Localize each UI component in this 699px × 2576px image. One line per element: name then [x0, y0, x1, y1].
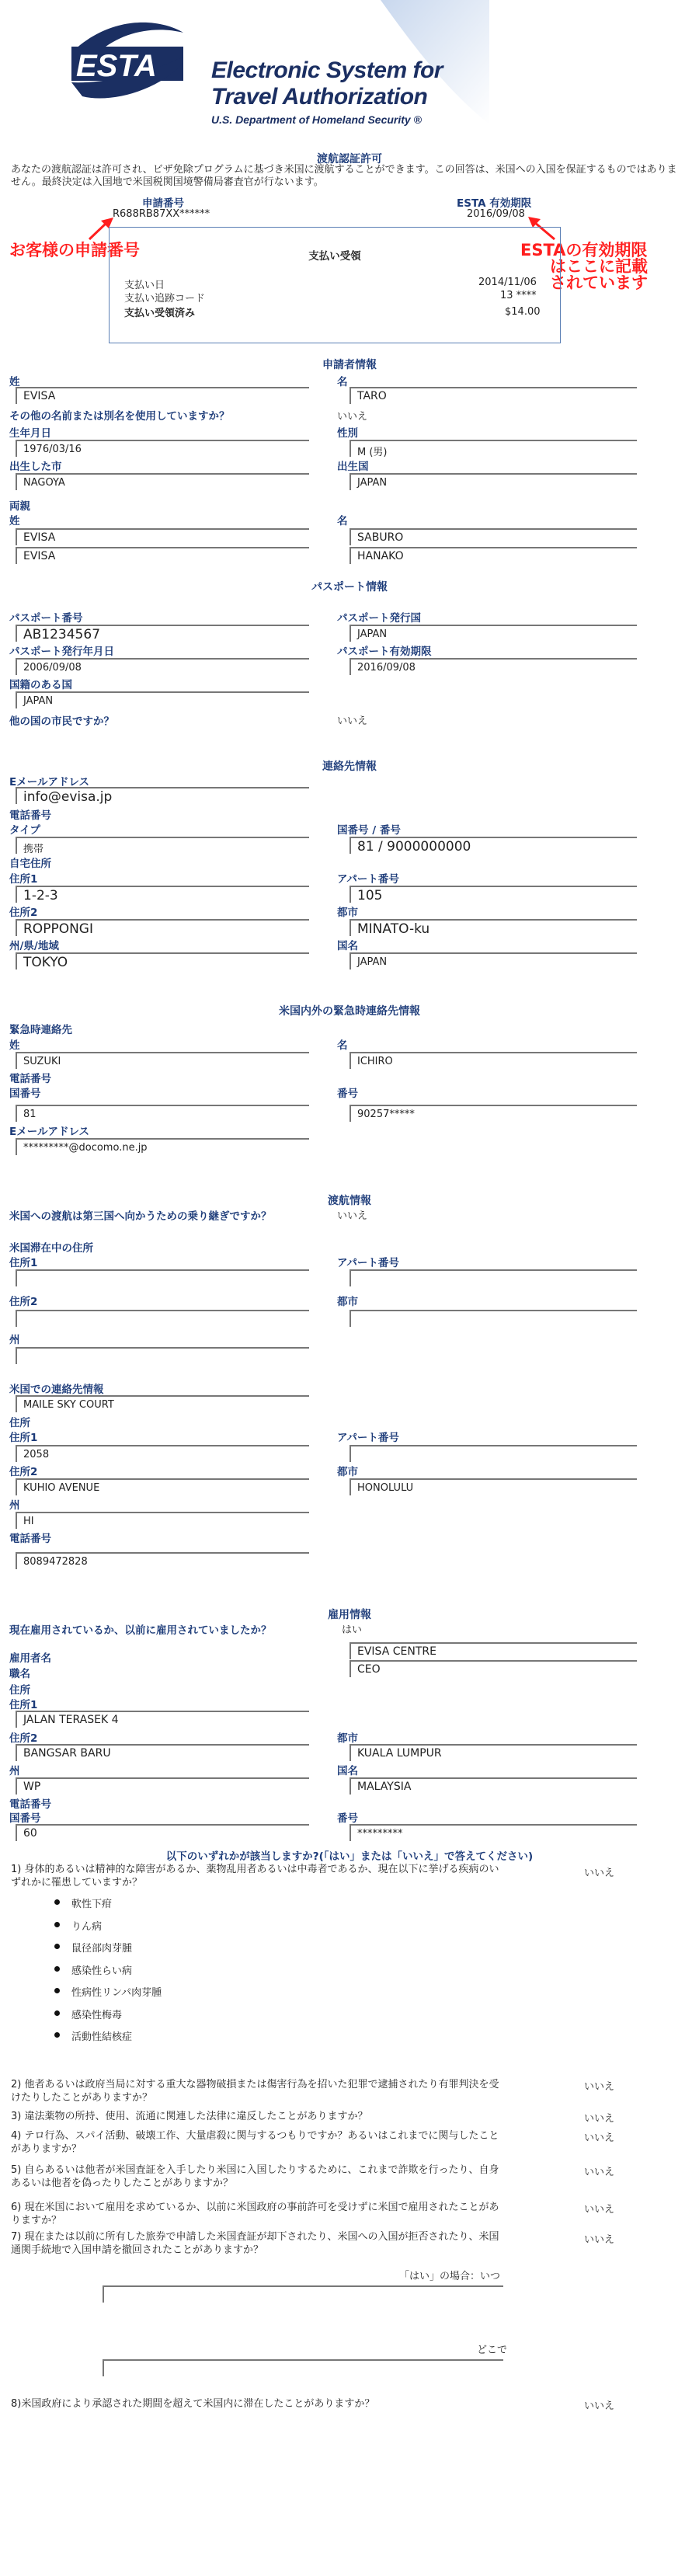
emergency-email-field: *********@docomo.ne.jp [16, 1138, 309, 1155]
disease-item: 軟性下疳 [71, 1895, 112, 1910]
us-contact-phone-field: 8089472828 [16, 1552, 309, 1569]
home-city-label: 都市 [337, 907, 358, 919]
answer-2: いいえ [584, 2081, 615, 2093]
question-3: 3) 違法薬物の所持、使用、流通に関連した法律に違反したことがありますか？ [11, 2111, 368, 2122]
question-2: 2) 他者あるいは政府当局に対する重大な器物破損または傷害行為を招いた犯罪で逮捕されたり有罪判決を受けたりしたことがありますか？ [11, 2079, 499, 2104]
home-country-label: 国名 [337, 940, 358, 952]
us-addr1-field [16, 1269, 309, 1286]
answer-4: いいえ [584, 2132, 615, 2144]
payment-amount-label: 支払い受領済み [124, 308, 196, 319]
question-6: 6) 現在米国において雇用を求めているか、以前に米国政府の事前許可を受けずに米国で雇用されたことがありますか？ [11, 2202, 499, 2226]
expiry-annotation-2: はここに記載 [550, 257, 648, 276]
logo-title-line2: Travel Authorization [211, 84, 428, 110]
us-address-label: 米国滞在中の住所 [9, 1242, 93, 1255]
auth-title: 渡航認証許可 [317, 153, 382, 165]
passport-issue-field: 2006/09/08 [16, 658, 309, 675]
sex-label: 性別 [337, 427, 358, 440]
answer-8: いいえ [584, 2400, 615, 2412]
us-contact-addr1-field: 2058 [16, 1445, 309, 1462]
expiry-label: ESTA 有効期限 [457, 197, 532, 210]
alias-value: いいえ [337, 411, 368, 423]
answer-1: いいえ [584, 1868, 615, 1879]
passport-expiry-label: パスポート有効期限 [337, 646, 432, 658]
employment-state-label: 州 [9, 1765, 20, 1777]
other-citizen-value: いいえ [337, 715, 368, 727]
employment-addr2-field: BANGSAR BARU [16, 1744, 309, 1761]
emergency-no-field: 90257***** [350, 1105, 637, 1122]
logo-agency: U.S. Department of Homeland Security ® [211, 113, 422, 126]
employed-label: 現在雇用されているか、以前に雇用されていましたか？ [9, 1624, 272, 1637]
us-contact-city-label: 都市 [337, 1466, 358, 1478]
parents-label: 両親 [9, 500, 30, 513]
us-contact-apt-field [350, 1445, 637, 1462]
father-last-field: EVISA [16, 528, 309, 545]
passport-expiry-field: 2016/09/08 [350, 658, 637, 675]
payment-code-label: 支払い追跡コード [124, 293, 206, 305]
emergency-title: 米国内外の緊急時連絡先情報 [279, 1005, 420, 1018]
home-state-label: 州/県/地域 [9, 940, 59, 952]
expiry-annotation-1: ESTAの有効期限 [520, 241, 648, 259]
payment-date-label: 支払い日 [124, 280, 165, 291]
us-contact-addr2-label: 住所2 [9, 1466, 38, 1478]
home-country-field: JAPAN [350, 952, 637, 969]
passport-country-field: JAPAN [350, 625, 637, 642]
us-contact-addr1-label: 住所1 [9, 1432, 38, 1444]
employment-phone-label: 電話番号 [9, 1798, 51, 1811]
when-label: 「はい」の場合：いつ [399, 2271, 501, 2282]
answer-7: いいえ [584, 2234, 615, 2246]
logo-title-line1: Electronic System for [211, 57, 443, 83]
employment-country-field: MALAYSIA [350, 1777, 637, 1794]
employment-no-field: ********* [350, 1824, 637, 1841]
employment-title: 雇用情報 [328, 1609, 371, 1621]
passport-no-field: AB1234567 [16, 625, 309, 642]
other-citizen-label: 他の国の市民ですか？ [9, 715, 114, 728]
mother-first-field: HANAKO [350, 547, 637, 564]
dob-field: 1976/03/16 [16, 440, 309, 457]
us-apt-label: アパート番号 [337, 1257, 399, 1269]
contact-title: 連絡先情報 [322, 761, 377, 773]
phone-cc-field: 81 / 9000000000 [350, 837, 637, 854]
passport-country-label: パスポート発行国 [337, 612, 421, 625]
parent-first-label: 名 [337, 515, 348, 527]
applicant-first-field: TARO [350, 387, 637, 404]
birth-city-field: NAGOYA [16, 473, 309, 490]
mother-last-field: EVISA [16, 547, 309, 564]
home-state-field: TOKYO [16, 952, 309, 969]
employment-country-label: 国名 [337, 1765, 358, 1777]
us-addr2-field [16, 1310, 309, 1327]
us-state-label: 州 [9, 1334, 20, 1346]
employment-cc-label: 国番号 [9, 1812, 41, 1825]
payment-title: 支払い受領 [308, 250, 361, 263]
applicant-last-field: EVISA [16, 387, 309, 404]
dob-label: 生年月日 [9, 427, 51, 440]
sex-field: M (男) [350, 440, 637, 457]
passport-title: パスポート情報 [311, 581, 388, 594]
transit-value: いいえ [337, 1210, 368, 1222]
transit-label: 米国への渡航は第三国へ向かうための乗り継ぎですか？ [9, 1210, 272, 1223]
question-4: 4) テロ行為、スパイ活動、破壊工作、大量虐殺に関与するつもりですか？あるいはこれまでに関与したことがありますか？ [11, 2130, 499, 2155]
home-apt-label: アパート番号 [337, 873, 399, 886]
employment-city-label: 都市 [337, 1732, 358, 1745]
passport-issue-label: パスポート発行年月日 [9, 646, 114, 658]
us-contact-state-label: 州 [9, 1499, 20, 1512]
us-state-field [16, 1347, 309, 1364]
expiry-annotation-3: されています [550, 273, 648, 292]
emergency-last-field: SUZUKI [16, 1052, 309, 1069]
alias-label: その他の名前または別名を使用していますか？ [9, 410, 230, 423]
emergency-email-label: Eメールアドレス [9, 1126, 90, 1138]
question-8: 8)米国政府により承認された期間を超えて米国内に滞在したことがありますか？ [11, 2398, 375, 2410]
employment-state-field: WP [16, 1777, 309, 1794]
us-contact-city-field: HONOLULU [350, 1478, 637, 1495]
nationality-field: JAPAN [16, 691, 309, 708]
disease-item: 鼠径部肉芽腫 [71, 1940, 132, 1955]
emergency-first-label: 名 [337, 1039, 348, 1052]
phone-type-field: 携帯 [16, 837, 309, 854]
question-1: 1) 身体的あるいは精神的な障害があるか、薬物乱用者あるいは中毒者であるか、現在以下に挙げる疾病のいずれかに罹患していますか？ [11, 1864, 499, 1888]
employer-label: 雇用者名 [9, 1652, 51, 1665]
esta-logo-text: ESTA [76, 49, 157, 83]
payment-date-value: 2014/11/06 [478, 277, 537, 288]
esta-badge [67, 19, 183, 112]
email-label: Eメールアドレス [9, 776, 90, 788]
us-contact-label: 米国での連絡先情報 [9, 1384, 104, 1396]
emergency-cc-field: 81 [16, 1105, 309, 1122]
birth-country-label: 出生国 [337, 461, 369, 473]
nationality-label: 国籍のある国 [9, 679, 72, 691]
applicant-title: 申請者情報 [322, 359, 377, 371]
app-no-value: R688RB87XX****** [113, 208, 210, 220]
employment-addr2-label: 住所2 [9, 1732, 38, 1745]
header [0, 0, 699, 128]
auth-description: あなたの渡航認証は許可され、ビザ免除プログラムに基づき米国に渡航することができます。この回答は、米国への入国を保証するものではありません。最終決定は入国地で米国税関国境警備局審査官が行ないます。 [11, 164, 677, 188]
employment-no-label: 番号 [337, 1812, 358, 1825]
disease-item: 感染性らい病 [71, 1962, 132, 1977]
birth-city-label: 出生した市 [9, 461, 62, 473]
app-no-annotation: お客様の申請番号 [9, 241, 140, 259]
answer-5: いいえ [584, 2167, 615, 2178]
us-contact-phone-label: 電話番号 [9, 1533, 51, 1545]
home-city-field: MINATO-ku [350, 919, 637, 936]
eligibility-title: 以下のいずれかが該当しますか?(「はい」または「いいえ」で答えてください) [165, 1850, 534, 1863]
when-field [103, 2285, 503, 2303]
disease-item: 活動性結核症 [71, 2028, 132, 2043]
employed-value: はい [342, 1624, 363, 1636]
us-contact-apt-label: アパート番号 [337, 1432, 399, 1444]
contact-phone-label: 電話番号 [9, 809, 51, 822]
emergency-cc-label: 国番号 [9, 1088, 41, 1100]
answer-6: いいえ [584, 2204, 615, 2216]
home-addr1-field: 1-2-3 [16, 886, 309, 903]
question-5: 5) 自らあるいは他者が米国査証を入手したり米国に入国したりするために、これまで詐欺を行ったり、自身あるいは他者を偽ったりしたことがありますか？ [11, 2164, 499, 2189]
expiry-value: 2016/09/08 [467, 208, 525, 220]
employment-city-field: KUALA LUMPUR [350, 1744, 637, 1761]
disease-item: 感染性梅毒 [71, 2007, 122, 2021]
us-apt-field [350, 1269, 637, 1286]
emergency-no-label: 番号 [337, 1088, 358, 1100]
employment-addr1-label: 住所1 [9, 1699, 38, 1711]
payment-amount-value: $14.00 [505, 306, 541, 318]
where-field [103, 2359, 503, 2376]
travel-title: 渡航情報 [328, 1195, 371, 1207]
emergency-phone-label: 電話番号 [9, 1073, 51, 1085]
email-field: info@evisa.jp [16, 787, 309, 804]
app-no-label: 申請番号 [142, 197, 184, 210]
applicant-last-label: 姓 [9, 376, 20, 388]
us-contact-addr2-field: KUHIO AVENUE [16, 1478, 309, 1495]
home-addr2-field: ROPPONGI [16, 919, 309, 936]
position-field: CEO [350, 1660, 637, 1677]
employment-cc-field: 60 [16, 1824, 309, 1841]
us-contact-state-field: HI [16, 1512, 309, 1529]
payment-code-value: 13 **** [500, 290, 537, 301]
disease-item: りん病 [71, 1918, 102, 1933]
father-first-field: SABURO [350, 528, 637, 545]
parent-last-label: 姓 [9, 515, 20, 527]
employment-addr-label: 住所 [9, 1684, 30, 1697]
us-contact-name-field: MAILE SKY COURT [16, 1395, 309, 1412]
position-label: 職名 [9, 1668, 30, 1680]
us-contact-addr-label: 住所 [9, 1417, 30, 1429]
home-address-label: 自宅住所 [9, 858, 51, 870]
home-addr1-label: 住所1 [9, 873, 38, 886]
us-addr1-label: 住所1 [9, 1257, 38, 1269]
applicant-first-label: 名 [337, 376, 348, 388]
employment-addr1-field: JALAN TERASEK 4 [16, 1711, 309, 1728]
emergency-first-field: ICHIRO [350, 1052, 637, 1069]
phone-type-label: タイプ [9, 824, 40, 837]
where-label: どこで [477, 2345, 508, 2356]
emergency-last-label: 姓 [9, 1039, 20, 1052]
us-city-field [350, 1310, 637, 1327]
home-addr2-label: 住所2 [9, 907, 38, 919]
employer-field: EVISA CENTRE [350, 1642, 637, 1659]
passport-no-label: パスポート番号 [9, 612, 83, 625]
emergency-header-label: 緊急時連絡先 [9, 1024, 72, 1036]
esta-logo [67, 19, 443, 126]
disease-item: 性病性リンパ肉芽腫 [71, 1984, 162, 1999]
us-city-label: 都市 [337, 1296, 358, 1308]
us-addr2-label: 住所2 [9, 1296, 38, 1308]
home-apt-field: 105 [350, 886, 637, 903]
birth-country-field: JAPAN [350, 473, 637, 490]
question-7: 7) 現在または以前に所有した旅券で申請した米国査証が却下されたり、米国への入国が拒否されたり、米国通関手続地で入国申請を撤回されたことがありますか？ [11, 2231, 499, 2256]
answer-3: いいえ [584, 2113, 615, 2125]
phone-cc-label: 国番号 / 番号 [337, 824, 401, 837]
